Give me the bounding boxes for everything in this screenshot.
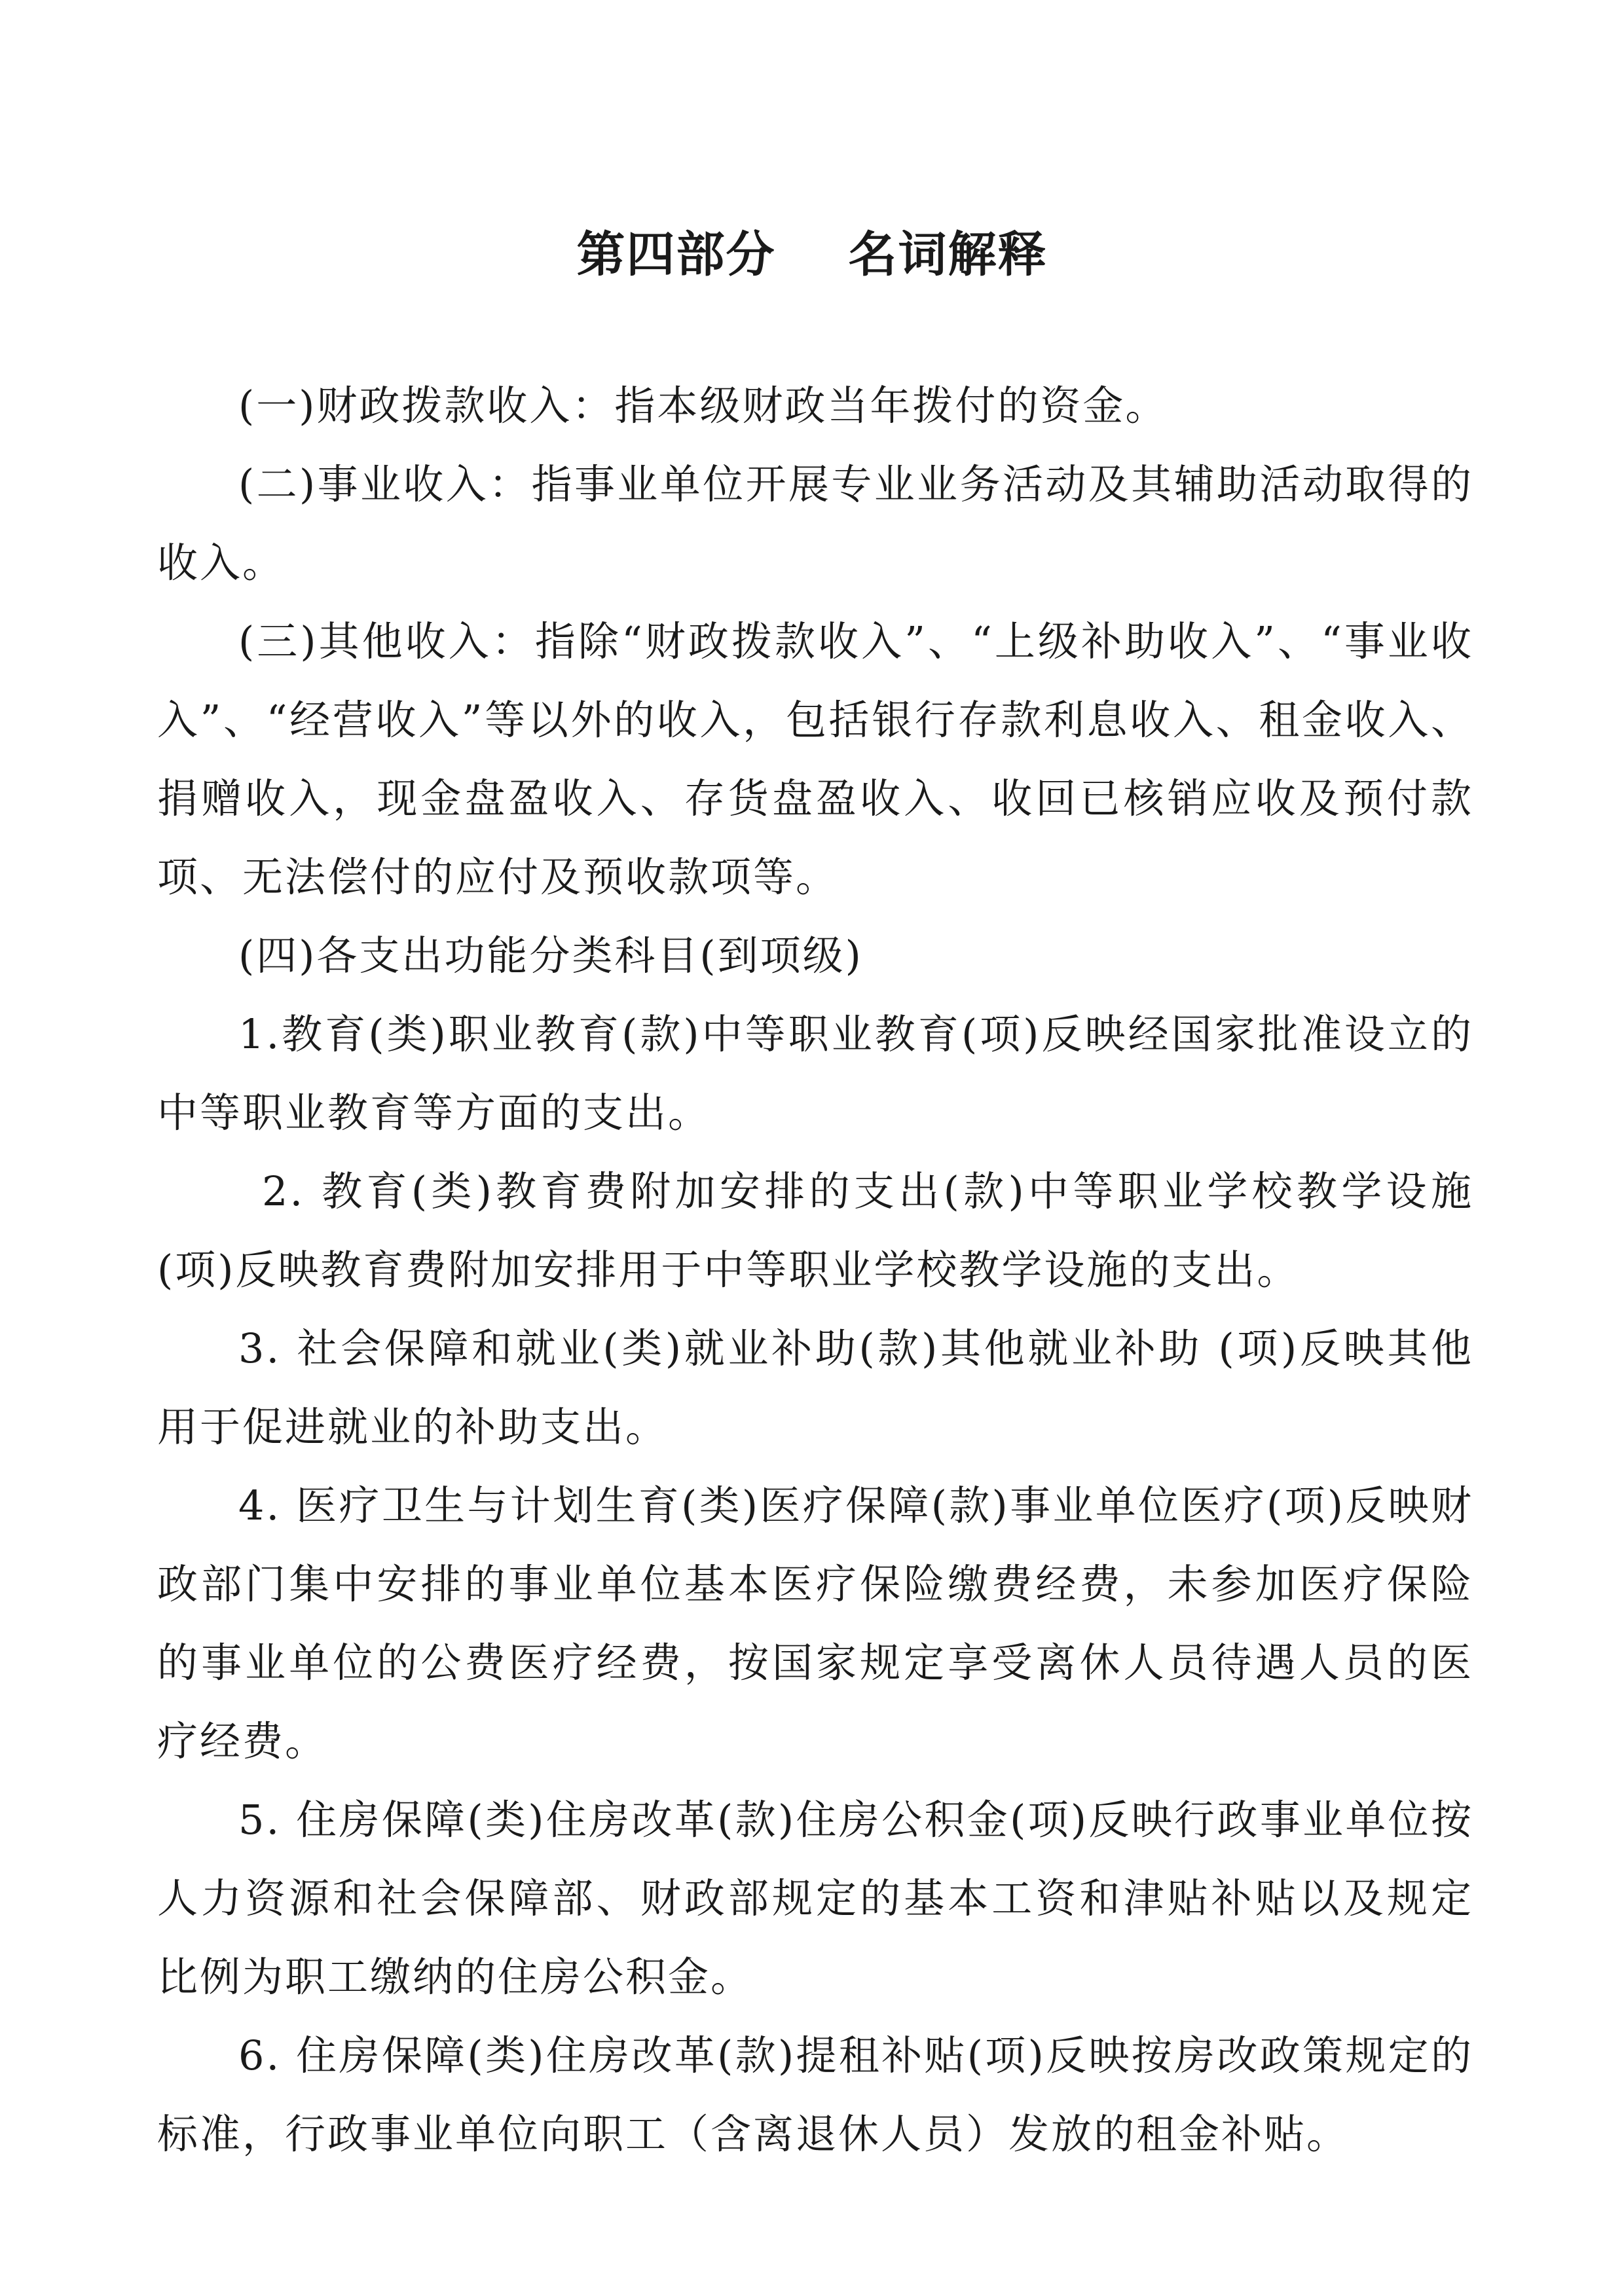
paragraph-item-3-employment-subsidy: 3. 社会保障和就业(类)就业补助(款)其他就业补助 (项)反映其他用于促进就业的补助支出。 [157,1324,1473,1451]
paragraph-expenditure-categories-heading: (四)各支出功能分类科目(到项级) [238,932,863,979]
paragraph-item-4-medical-insurance: 4. 医疗卫生与计划生育(类)医疗保障(款)事业单位医疗(项)反映财政部门集中安排的事业单位基本医疗保险缴费经费，未参加医疗保险的事业单位的公费医疗经费，按国家规定享受离休人员待遇人员的医疗经费。 [157,1482,1473,1765]
page-title: 第四部分 名词解释 [576,227,1048,283]
paragraph-item-2-education-surcharge: 2. 教育(类)教育费附加安排的支出(款)中等职业学校教学设施(项)反映教育费附加安排用于中等职业学校教学设施的支出。 [157,1167,1473,1294]
document-body [157,367,1473,2174]
paragraph-item-5-housing-provident-fund: 5. 住房保障(类)住房改革(款)住房公积金(项)反映行政事业单位按人力资源和社会保障部、财政部规定的基本工资和津贴补贴以及规定比例为职工缴纳的住房公积金。 [157,1796,1473,2001]
paragraph-item-6-rent-subsidy: 6. 住房保障(类)住房改革(款)提租补贴(项)反映按房改政策规定的标准，行政事业单位向职工（含离退休人员）发放的租金补贴。 [157,2032,1473,2158]
paragraph-item-1-vocational-education: 1.教育(类)职业教育(款)中等职业教育(项)反映经国家批准设立的中等职业教育等方面的支出。 [157,1010,1473,1137]
paragraph-fiscal-appropriation-income: (一)财政拨款收入：指本级财政当年拨付的资金。 [238,382,1168,429]
paragraph-other-income: (三)其他收入：指除“财政拨款收入”、“上级补助收入”、“事业收入”、“经营收入”等以外的收入，包括银行存款利息收入、租金收入、捐赠收入，现金盘盈收入、存货盘盈收入、收回已核销应收及预付款项、无法偿付的应付及预收款项等。 [157,617,1473,901]
paragraph-business-income: (二)事业收入：指事业单位开展专业业务活动及其辅助活动取得的收入。 [157,460,1473,587]
